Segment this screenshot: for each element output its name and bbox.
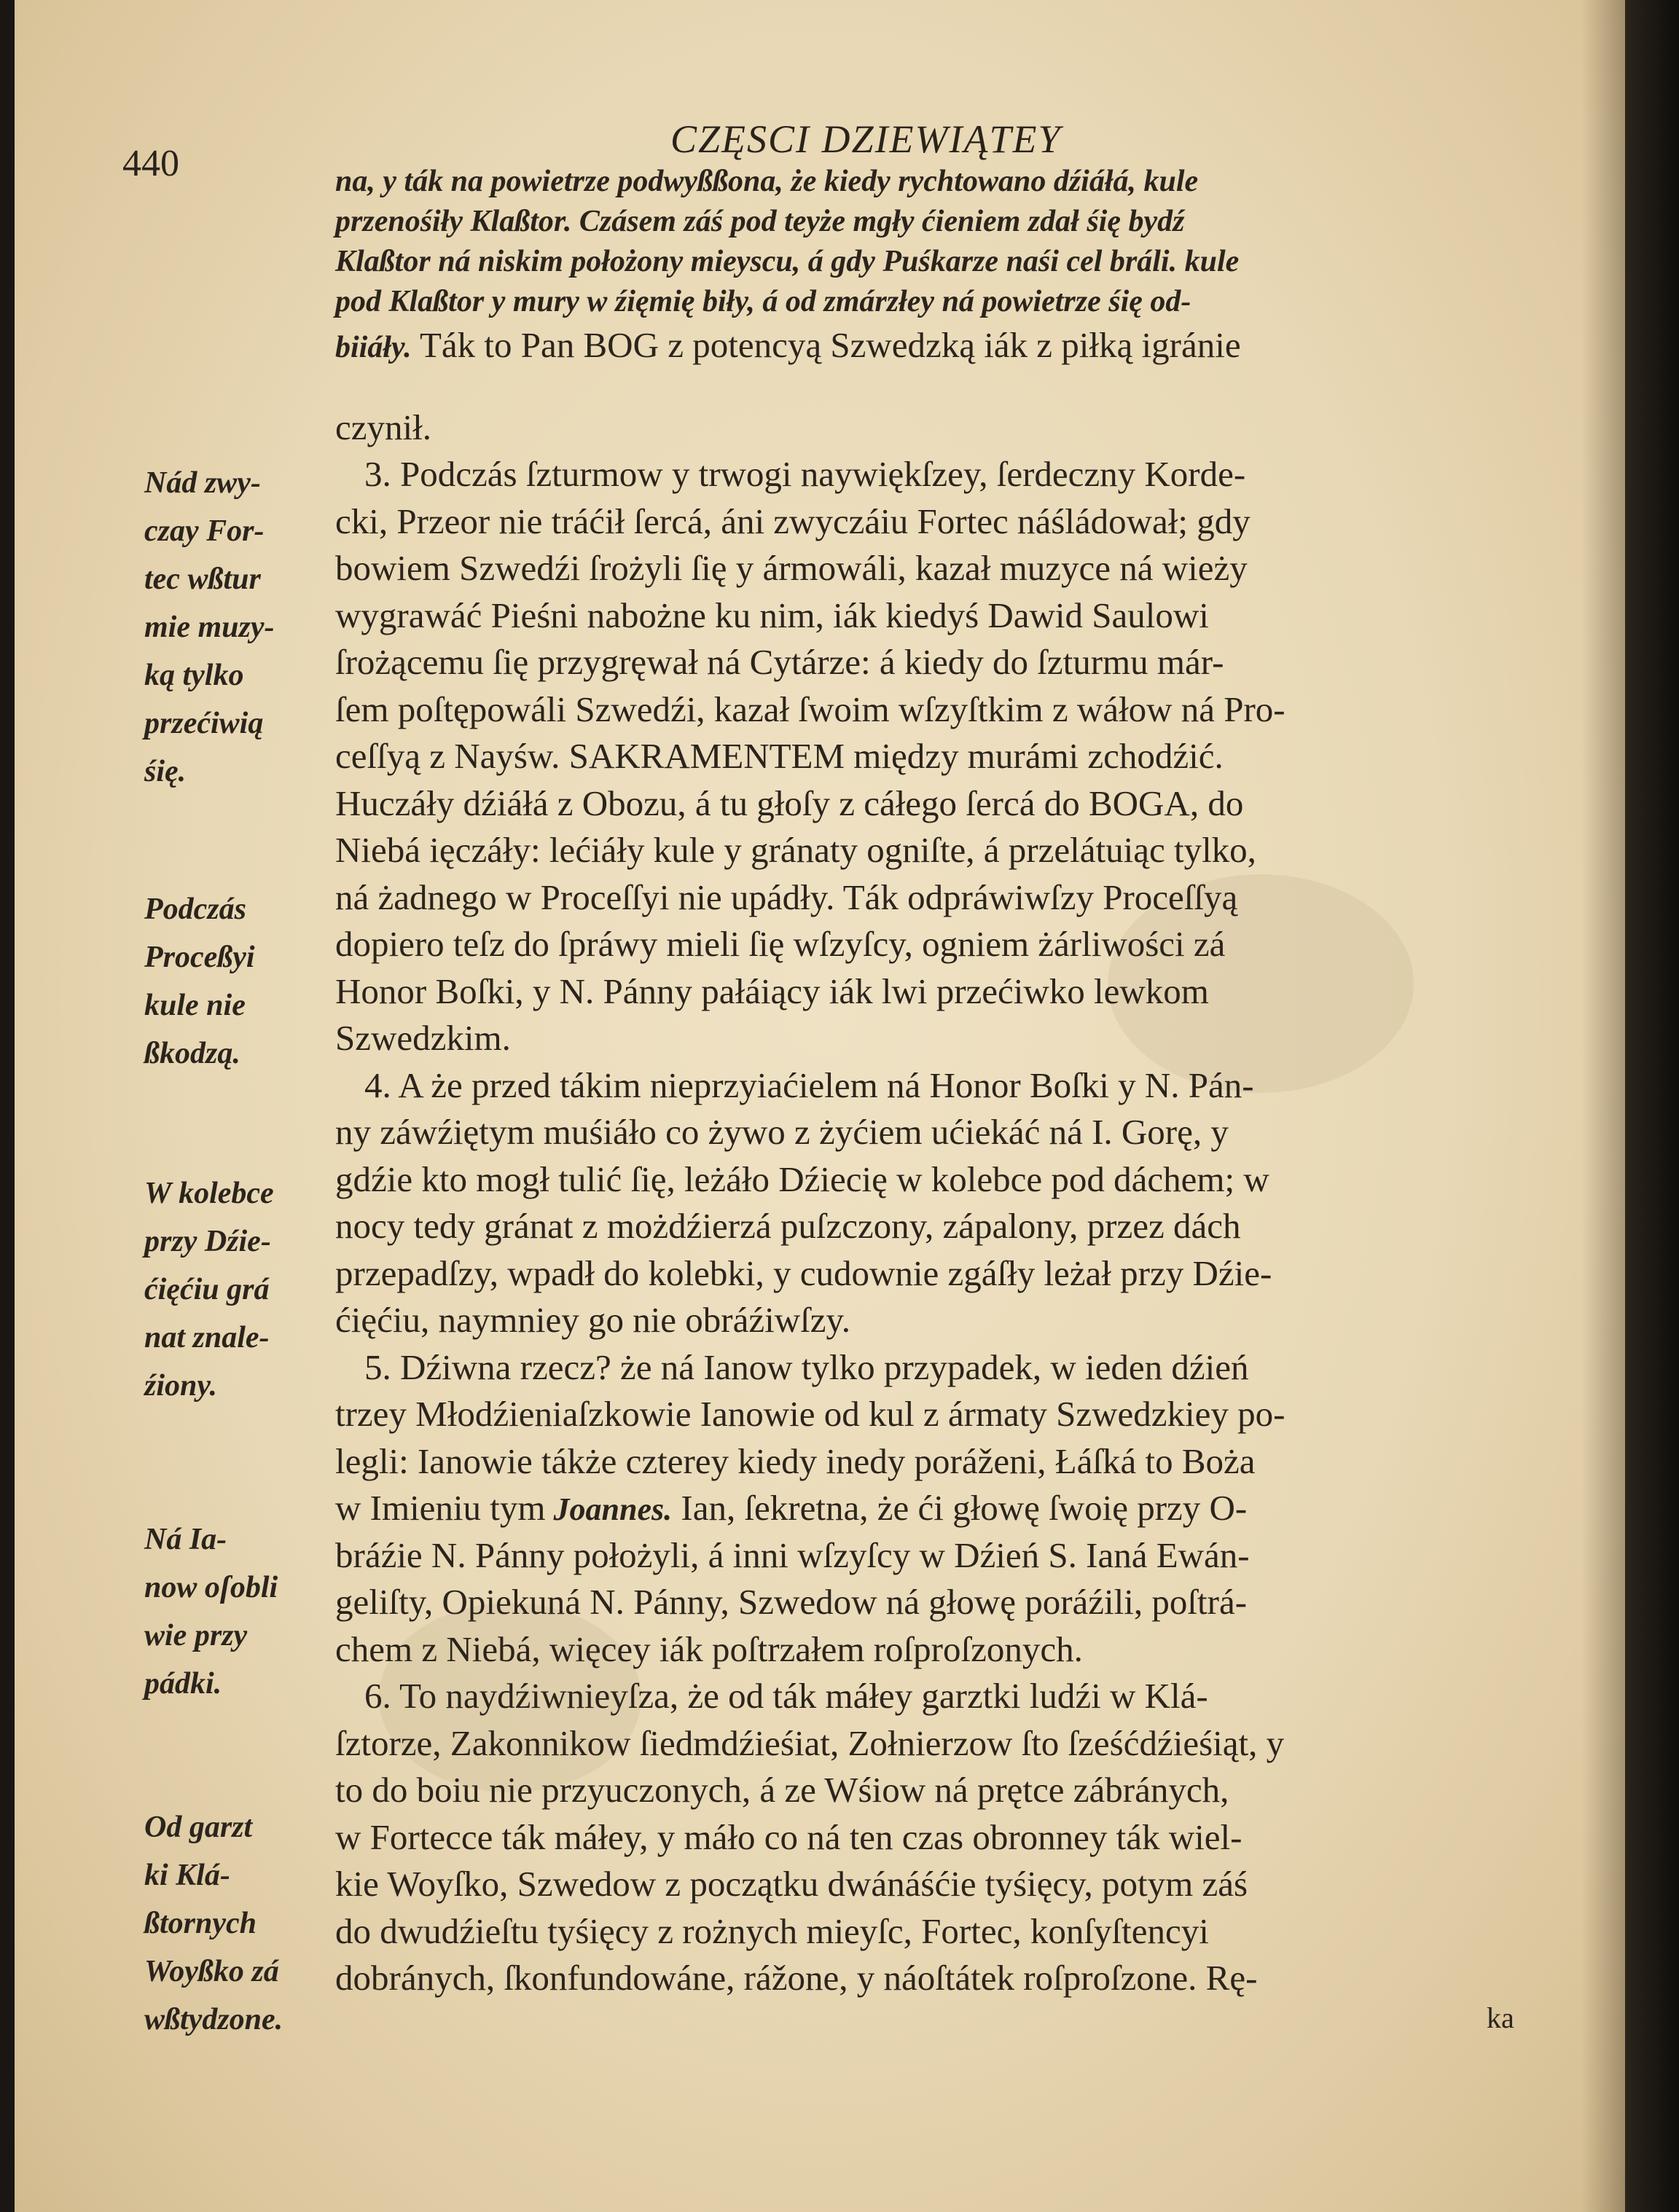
book-page bbox=[15, 0, 1625, 2212]
line-text: cki, Przeor nie tráćił ſercá, áni zwyczáiu Fortec náśládował; gdy bbox=[335, 501, 1251, 541]
text-line bbox=[335, 1440, 1256, 1482]
line-text: w Fortecce ták máłey, y máło co ná ten czas obronney ták wiel- bbox=[335, 1817, 1242, 1857]
line-text: 3. Podczás ſzturmow y trwogi naywiękſzey, ſerdeczny Korde- bbox=[364, 454, 1246, 494]
text-line bbox=[335, 164, 1198, 199]
line-text: w Imieniu tym bbox=[335, 1488, 546, 1528]
line-text: Niebá ięczáły: lećiáły kule y gránaty ogniſte, á przelátuiąc tylko, bbox=[335, 830, 1256, 870]
line-text: geliſty, Opiekuná N. Pánny, Szwedow ná głowę poráźili, poſtrá- bbox=[335, 1582, 1248, 1622]
line-text: 4. A że przed tákim nieprzyiaćielem ná Honor Boſki y N. Pán- bbox=[364, 1065, 1254, 1105]
line-text: kie Woyſko, Szwedow z początku dwánáśćie tyśięcy, potym záś bbox=[335, 1864, 1248, 1904]
line-text: na, y ták na powietrze podwyßßona, że kiedy rychtowano dźiáłá, kule bbox=[335, 165, 1199, 198]
line-text: czynił. bbox=[335, 407, 431, 447]
line-text: dopiero teſz do ſpráwy mieli ſię wſzyſcy, ogniem żárliwości zá bbox=[335, 924, 1226, 964]
line-text: ćięćiu, naymniey go nie obráźiwſzy. bbox=[335, 1300, 851, 1340]
text-line bbox=[335, 783, 1243, 824]
line-text: dobránych, ſkonfundowáne, rážone, y náoſtátek roſproſzone. Rę- bbox=[335, 1958, 1258, 1998]
text-line bbox=[335, 407, 431, 448]
book-gutter bbox=[1625, 0, 1679, 2212]
line-text: biiáły. bbox=[335, 331, 412, 364]
text-line bbox=[335, 1722, 1284, 1764]
line-text: Szwedzkim. bbox=[335, 1018, 511, 1058]
line-text: Honor Boſki, y N. Pánny pałáiący iák lwi przećiwko lewkom bbox=[335, 971, 1209, 1011]
text-line bbox=[335, 1158, 1269, 1200]
line-text: ceſſyą z Nayśw. SAKRAMENTEM między murámi zchodźić. bbox=[335, 736, 1224, 776]
line-text: bráźie N. Pánny położyli, á inni wſzyſcy w Dźień S. Ianá Ewán- bbox=[335, 1535, 1250, 1575]
line-text: trzey Młodźieniaſzkowie Ianowie od kul z ármaty Szwedzkiey po- bbox=[335, 1394, 1285, 1434]
text-line bbox=[335, 735, 1224, 777]
text-line bbox=[335, 1910, 1209, 1952]
text-line bbox=[335, 1393, 1285, 1435]
text-line bbox=[335, 1205, 1241, 1247]
margin-note: Ná Ia- now oſobli wie przy pádki. bbox=[144, 1523, 278, 1701]
text-line bbox=[335, 689, 1285, 730]
text-line bbox=[335, 204, 1184, 239]
line-text: 6. To naydźiwnieyſza, że od ták máłey garztki ludźi w Klá- bbox=[364, 1676, 1208, 1716]
text-line bbox=[335, 923, 1225, 965]
text-line bbox=[335, 1863, 1248, 1905]
text-line bbox=[335, 1299, 850, 1341]
text-line bbox=[364, 1064, 1254, 1106]
text-line bbox=[335, 244, 1239, 279]
text-line bbox=[335, 1581, 1247, 1623]
line-tail-text: Ian, ſekretna, że ći głowę ſwoię przy O- bbox=[672, 1488, 1248, 1528]
line-text: legli: Ianowie tákże czterey kiedy inedy poráženi, Łáſká to Boża bbox=[335, 1441, 1256, 1481]
text-line bbox=[335, 641, 1224, 683]
line-text: bowiem Szwedźi ſrożyli ſię y ármowáli, kazał muzyce ná wieży bbox=[335, 548, 1248, 588]
text-line bbox=[364, 1675, 1208, 1717]
margin-note: W kolebce przy Dźie- ćięćiu grá nat znale- źiony. bbox=[144, 1177, 274, 1403]
text-line bbox=[335, 1252, 1272, 1294]
line-text: nocy tedy gránat z możdźierzá puſzczony, zápalony, przez dách bbox=[335, 1206, 1241, 1246]
line-text: do dwudźieſtu tyśięcy z rożnych mieyſc, Fortec, konſyſtencyi bbox=[335, 1911, 1209, 1951]
margin-note: Od garzt ki Klá- ßtornych Woyßko zá wßtydzone. bbox=[144, 1811, 283, 2036]
line-text: 5. Dźiwna rzecz? że ná Ianow tylko przypadek, w ieden dźień bbox=[364, 1347, 1249, 1387]
line-text: ny záwźiętym muśiáło co żywo z żyćiem ućiekáć ná I. Gorę, y bbox=[335, 1112, 1229, 1152]
text-line bbox=[364, 453, 1245, 495]
text-line bbox=[335, 1111, 1229, 1153]
text-line bbox=[335, 1957, 1257, 1999]
line-text: chem z Niebá, więcey iák poſtrzałem roſproſzonych. bbox=[335, 1629, 1083, 1669]
line-italic-word: Joannes. bbox=[545, 1491, 673, 1527]
catchword: ka bbox=[1487, 2001, 1514, 2034]
text-line bbox=[335, 1017, 511, 1059]
line-text: ſztorze, Zakonnikow ſiedmdźieśiat, Zołnierzow ſto ſześćdźieśiąt, y bbox=[335, 1723, 1285, 1763]
line-text: ſrożącemu ſię przygręwał ná Cytárze: á kiedy do ſzturmu már- bbox=[335, 642, 1224, 682]
text-line bbox=[335, 1816, 1242, 1858]
text-line bbox=[335, 547, 1248, 589]
text-line bbox=[335, 324, 1241, 366]
line-text: Klaßtor ná niskim położony mieyscu, á gdy Puśkarze naśi cel bráli. kule bbox=[335, 245, 1240, 278]
line-text: gdźie kto mogł tulić ſię, leżáło Dźiecię w kolebce pod dáchem; w bbox=[335, 1159, 1269, 1199]
text-line bbox=[335, 284, 1191, 319]
text-line bbox=[335, 829, 1256, 871]
line-text: przepadſzy, wpadł do kolebki, y cudownie zgáſły leżał przy Dźie- bbox=[335, 1253, 1272, 1293]
margin-note: Nád zwy- czay For- tec wßtur mie muzy- ką tylko przećiwią śię. bbox=[144, 466, 275, 788]
line-text: ná żadnego w Proceſſyi nie upádły. Ták odpráwiwſzy Proceſſyą bbox=[335, 877, 1238, 917]
running-head: CZĘSCI DZIEWIĄTEY bbox=[670, 117, 1062, 161]
text-line bbox=[335, 876, 1237, 918]
text-line bbox=[335, 1487, 1247, 1529]
text-line bbox=[335, 1534, 1250, 1576]
line-tail-text: Ták to Pan BOG z potencyą Szwedzką iák z piłką igránie bbox=[411, 325, 1241, 365]
text-line bbox=[335, 1769, 1229, 1811]
page-number: 440 bbox=[122, 143, 179, 184]
text-line bbox=[364, 1346, 1249, 1388]
text-line bbox=[335, 501, 1251, 542]
line-text: wygrawáć Pieśni nabożne ku nim, iák kiedyś Dawid Saulowi bbox=[335, 595, 1209, 635]
line-text: przenośiły Klaßtor. Czásem záś pod teyże mgły ćieniem zdał śię bydź bbox=[335, 205, 1185, 238]
text-line bbox=[335, 595, 1209, 636]
line-text: Huczáły dźiáłá z Obozu, á tu głoſy z cáłego ſercá do BOGA, do bbox=[335, 783, 1244, 823]
text-line bbox=[335, 1628, 1083, 1670]
margin-note: Podczás Proceßyi kule nie ßkodzą. bbox=[144, 893, 255, 1070]
line-text: to do boiu nie przyuczonych, á ze Wśiow ná prętce zábránych, bbox=[335, 1770, 1229, 1810]
text-line bbox=[335, 970, 1209, 1012]
line-text: ſem poſtępowáli Szwedźi, kazał ſwoim wſzyſtkim z wáłow ná Pro- bbox=[335, 689, 1285, 729]
line-text: pod Klaßtor y mury w źięmię biły, á od zmárzłey ná powietrze śię od- bbox=[335, 285, 1191, 318]
